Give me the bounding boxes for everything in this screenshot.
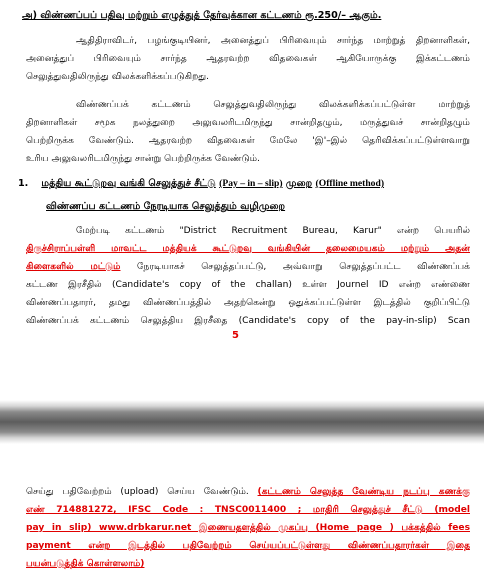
certificate-line-1: விண்ணப்பக் கட்டணம் செலுத்துவதிலிருந்து விலக்களிக்கப்பட்டுள்ள மாற்றுத் bbox=[76, 100, 470, 110]
payment-line-6: விண்ணப்பக் கட்டணம் செலுத்திய இரசீதை (Candidate's copy of the pay-in-slip) Scan bbox=[26, 316, 470, 326]
account-line-4: payment என்ற இடத்தில் பதிவேற்றம் செய்யப்பட்டுள்ளது விண்ணப்பதாரர்கள் இதை bbox=[26, 541, 470, 551]
section-number: 1. bbox=[18, 178, 29, 189]
payment-line-2-highlight: திருச்சிராப்பள்ளி மாவட்ட மத்தியக் கூட்டுறவு வங்கியின் தலைமையகம் மற்றும் அதன் bbox=[26, 244, 470, 254]
account-line-1 bbox=[26, 483, 470, 501]
payment-line-1: மேற்படி கட்டணம் "District Recruitment Bureau, Karur" என்ற பெயரில் bbox=[76, 226, 470, 236]
sub-heading: விண்ணப்ப கட்டணம் நேரடியாக செலுத்தும் வழிமுறை bbox=[46, 201, 286, 212]
page-separator bbox=[0, 400, 484, 444]
certificate-line-2: திறனாளிகள் சமூக நலத்துறை அலுவலரிடமிருந்து சான்றிதழும், மருத்துவச் சான்றிதழும் bbox=[26, 118, 470, 128]
payment-paragraph bbox=[26, 222, 470, 330]
account-line-1-black: செய்து பதிவேற்றம் (upload) செய்ய வேண்டும். bbox=[26, 487, 258, 497]
exemption-paragraph bbox=[26, 32, 470, 86]
payment-line-3-highlight: கிளைகளில் மட்டும் bbox=[26, 262, 121, 272]
section-title-english: (Pay – in – slip) bbox=[219, 178, 283, 189]
account-line-5: பயன்படுத்திக் கொள்ளலாம்) bbox=[26, 559, 145, 569]
exemption-line-2: அனைத்துப் பிரிவையும் சார்ந்த ஆதரவற்ற விதவைகள் ஆகியோருக்கு இக்கட்டணம் bbox=[26, 54, 470, 64]
document-page-bottom bbox=[0, 444, 484, 574]
payment-line-3-rest: நேரடியாகச் செலுத்தப்பட்டு, அவ்வாறு செலுத்தப்பட்ட விண்ணப்பக் bbox=[120, 262, 470, 272]
page-number: 5 bbox=[232, 330, 239, 341]
account-line-3: pay in slip) www.drbkarur.net இணையதளத்தில் முகப்பு (Home page ) பக்கத்தில் fees bbox=[26, 523, 470, 533]
certificate-line-3: பெற்றிருக்க வேண்டும். ஆதரவற்ற விதவைகள் மேலே 'இ'–இல் தெரிவிக்கப்பட்டுள்ளவாறு bbox=[26, 136, 470, 146]
section-title-english-2: (Offline method) bbox=[315, 178, 385, 189]
account-line-1-red: (கட்டணம் செலுத்த வேண்டிய நடப்பு கணக்கு bbox=[257, 487, 470, 497]
exemption-line-3: செலுத்துவதிலிருந்து விலக்களிக்கப்படுகிறது. bbox=[26, 72, 210, 82]
payment-line-4: கட்டண இரசீதில் (Candidate's copy of the challan) உள்ள Journel ID என்ற எண்ணை bbox=[26, 280, 470, 290]
section-title-tamil: மத்திய கூட்டுறவு வங்கி செலுத்துச் சீட்டு bbox=[41, 178, 216, 189]
certificate-paragraph bbox=[26, 96, 470, 168]
exemption-line-1: ஆதிதிராவிடர், பழங்குடியினர், அனைத்துப் பிரிவையும் சார்ந்த மாற்றுத் திறனாளிகள், bbox=[76, 36, 470, 46]
section-title-tamil-2: முறை bbox=[285, 178, 313, 189]
payment-line-3 bbox=[26, 258, 470, 276]
account-line-2: எண் 714881272, IFSC Code : TNSC0011400 ; மாதிரி செலுத்துச் சீட்டு (model bbox=[26, 505, 470, 515]
payment-line-5: விண்ணப்பதாரர், தமது விண்ணப்பத்தில் அதற்கென்று ஒதுக்கப்பட்டுள்ள இடத்தில் குறிப்பிட்டு bbox=[26, 298, 470, 308]
certificate-line-4: உரிய அலுவலரிடமிருந்து சான்று பெற்றிருக்க வேண்டும். bbox=[26, 154, 260, 164]
fee-heading: அ) விண்ணப்பப் பதிவு மற்றும் எழுத்துத் தேர்வுக்கான கட்டணம் ரூ.250/– ஆகும். bbox=[22, 10, 382, 21]
account-paragraph bbox=[26, 483, 470, 573]
section-heading bbox=[18, 178, 384, 190]
